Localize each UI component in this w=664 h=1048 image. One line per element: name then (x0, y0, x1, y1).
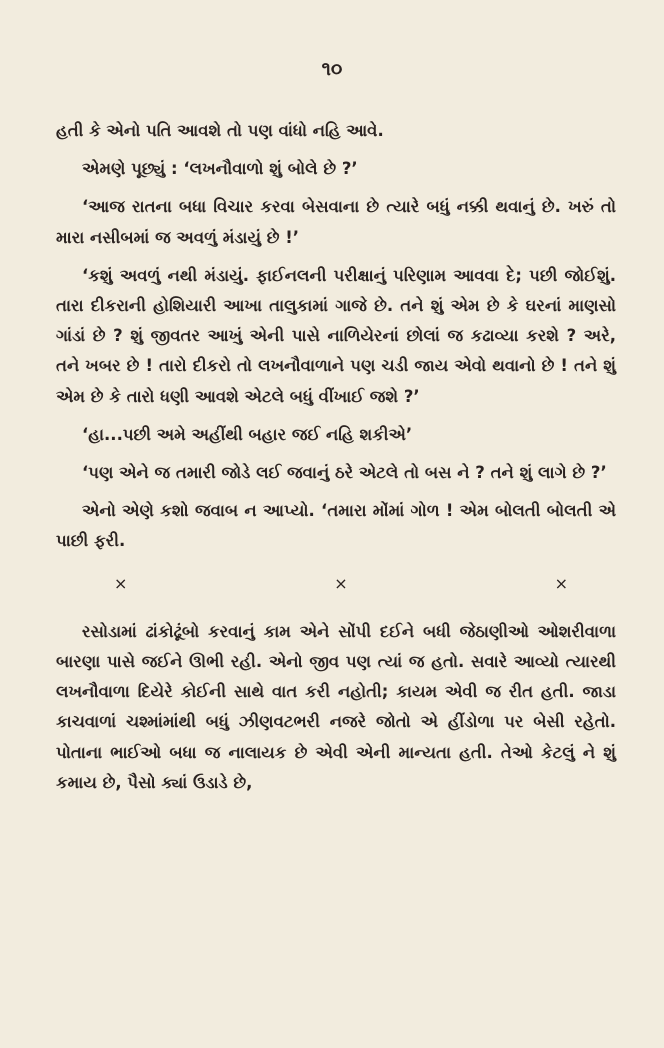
separator-mark: × (114, 573, 128, 593)
paragraph-6: ‘પણ એને જ તમારી જોડે લઈ જવાનું ઠરે એટલે તો બસ ને ? તને શું લાગે છે ?’ (82, 463, 607, 483)
paragraph-1: હતી કે એનો પતિ આવશે તો પણ વાંધો નહિ આવે. (56, 121, 384, 140)
paragraph-2: એમણે પૂછ્યું : ‘લખનૌવાળો શું બોલે છે ?’ (82, 159, 358, 179)
body-text (56, 116, 616, 798)
separator-mark: × (554, 573, 568, 593)
paragraph-5: ‘હા...પછી અમે અહીંથી બહાર જઈ નહિ શકીએ’ (82, 424, 413, 444)
paragraph-3: ‘આજ રાતના બધા વિચાર કરવા બેસવાના છે ત્યારે બધું નક્કી થવાનું છે. ખરું તો મારા નસીબમાં જ અવળું મંડાયું છે !’ (56, 197, 616, 247)
paragraph-4: ‘કશું અવળું નથી મંડાયું. ફાઈનલની પરીક્ષાનું પરિણામ આવવા દે; પછી જોઈશું. તારા દીકરાની હોશિયારી આખા તાલુકામાં ગાજે છે. તને શું એમ છે કે ઘરનાં માણસો ગાંડાં છે ? શું જીવતર આખું એની પાસે નાળિયેરનાં છોલાં જ કઢાવ્યા કરશે ? અરે, તને ખબર છે ! તારો દીકરો તો લખનૌવાળાને પણ ચડી જાય એવો થવાનો છે ! તને શું એમ છે કે તારો ધણી આવશે એટલે બધું વીંખાઈ જશે ?’ (56, 265, 616, 406)
separator-mark: × (334, 573, 348, 593)
page-number: ૧૦ (321, 58, 343, 80)
paragraph-8: રસોડામાં ઢાંકોઢૂંબો કરવાનું કામ એને સોંપી દઈને બધી જેઠાણીઓ ઓશરીવાળા બારણા પાસે જઈને ઊભી રહી. એનો જીવ પણ ત્યાં જ હતો. સવારે આવ્યો ત્યારથી લખનૌવાળા દિયેરે કોઈની સાથે વાત કરી નહોતી; કાયમ એવી જ રીત હતી. જાડા કાચવાળાં ચશ્માંમાંથી બધું ઝીણવટભરી નજરે જોતો એ હીંડોળા પર બેસી રહેતો. પોતાના ભાઈઓ બધા જ નાલાયક છે એવી એની માન્યતા હતી. તેઓ કેટલું ને શું કમાય છે, પૈસો ક્યાં ઉડાડે છે, (56, 621, 616, 792)
section-separator (56, 569, 616, 599)
paragraph-7: એનો એણે કશો જવાબ ન આપ્યો. ‘તમારા મોંમાં ગોળ ! એમ બોલતી બોલતી એ પાછી ફરી. (56, 501, 616, 551)
